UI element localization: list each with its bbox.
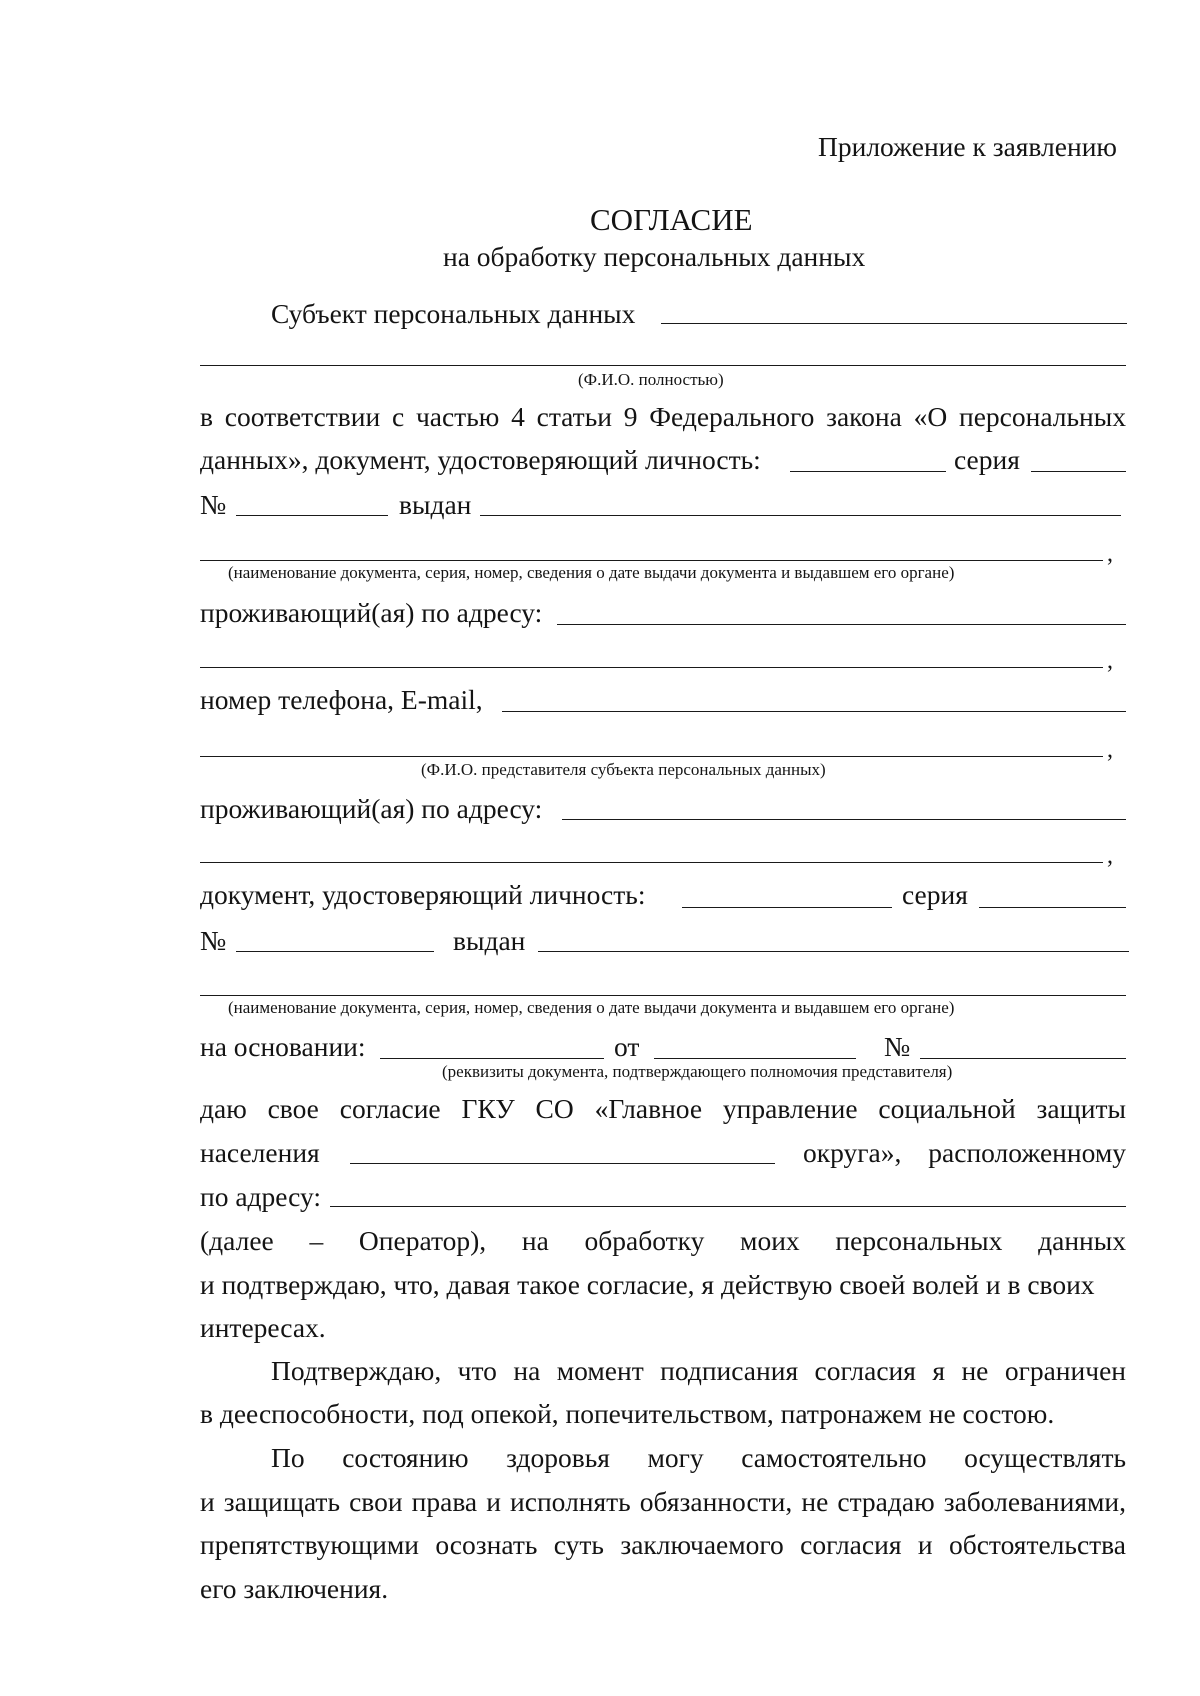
basis-label: на основании: [200,1031,366,1062]
law-reference-line: в соответствии с частью 4 статьи 9 Федерального закона «О персональных [200,401,1126,432]
issued-by-field-1[interactable] [480,515,1121,516]
issued-label: выдан [399,489,472,520]
comma-mark: , [1107,648,1113,674]
basis-number-field[interactable] [920,1058,1126,1059]
series-field[interactable] [1031,471,1126,472]
operator-address-label: по адресу: [200,1181,322,1212]
fio-caption: (Ф.И.О. полностью) [578,370,724,389]
consent-line-6: интересах. [200,1312,326,1343]
representative-id-label: документ, удостоверяющий личность: [200,879,646,910]
population-label: населения [200,1137,320,1168]
basis-date-field[interactable] [654,1058,856,1059]
subject-name-field-2[interactable] [200,365,1126,366]
number-field[interactable] [236,515,388,516]
consent-line-5: и подтверждаю, что, давая такое согласие, я действую своей волей и в своих [200,1269,1095,1300]
address-field-2[interactable] [200,667,1103,668]
phone-email-field[interactable] [502,711,1126,712]
confirmation-line-1: Подтверждаю, что на момент подписания согласия я не ограничен [271,1355,1126,1386]
representative-issued-label: выдан [453,925,526,956]
address-field-1[interactable] [557,624,1126,625]
confirmation-line-2: в дееспособности, под опекой, попечительством, патронажем не состою. [200,1398,1055,1429]
appendix-label: Приложение к заявлению [818,131,1117,162]
representative-name-field[interactable] [200,756,1103,757]
operator-address-field[interactable] [330,1206,1126,1207]
representative-fio-caption: (Ф.И.О. представителя субъекта персональных данных) [421,760,826,779]
series-label: серия [954,444,1020,475]
representative-address-label: проживающий(ая) по адресу: [200,793,543,824]
subject-name-field-1[interactable] [661,323,1127,324]
representative-series-field[interactable] [979,907,1126,908]
representative-series-label: серия [902,879,968,910]
representative-address-field-2[interactable] [200,862,1103,863]
health-line-4: его заключения. [200,1573,389,1604]
representative-issued-by-field-1[interactable] [538,951,1129,952]
health-line-1: По состоянию здоровья могу самостоятельно осуществлять [271,1442,1126,1473]
phone-email-label: номер телефона, E-mail, [200,684,483,715]
document-title: СОГЛАСИЕ [590,202,753,237]
representative-number-field[interactable] [236,951,434,952]
basis-caption: (реквизиты документа, подтверждающего полномочия представителя) [442,1062,953,1081]
consent-line-1: даю свое согласие ГКУ СО «Главное управление социальной защиты [200,1093,1126,1124]
health-line-3: препятствующими осознать суть заключаемого согласия и обстоятельства [200,1529,1126,1560]
document-subtitle: на обработку персональных данных [443,241,866,272]
representative-issued-by-field-2[interactable] [200,995,1126,996]
id-document-label: данных», документ, удостоверяющий личность: [200,444,761,475]
comma-mark: , [1107,541,1113,567]
consent-line-4: (далее – Оператор), на обработку моих персональных данных [200,1225,1126,1256]
comma-mark: , [1107,737,1113,763]
document-caption: (наименование документа, серия, номер, сведения о дате выдачи документа и выдавшем его органе) [228,563,955,582]
representative-address-field-1[interactable] [562,819,1126,820]
comma-mark: , [1107,843,1113,869]
issued-by-field-2[interactable] [200,560,1103,561]
address-label: проживающий(ая) по адресу: [200,597,543,628]
from-label: от [614,1031,640,1062]
subject-label: Субъект персональных данных [271,298,636,329]
representative-id-type-field[interactable] [682,907,892,908]
representative-document-caption: (наименование документа, серия, номер, сведения о дате выдачи документа и выдавшем его органе) [228,998,955,1017]
basis-number-label: № [884,1031,911,1062]
id-document-type-field[interactable] [790,471,946,472]
basis-document-field[interactable] [380,1058,604,1059]
district-suffix: округа», расположенному [803,1137,1126,1168]
number-label: № [200,489,227,520]
district-field[interactable] [350,1163,775,1164]
representative-number-label: № [200,925,227,956]
health-line-2: и защищать свои права и исполнять обязанности, не страдаю заболеваниями, [200,1486,1126,1517]
